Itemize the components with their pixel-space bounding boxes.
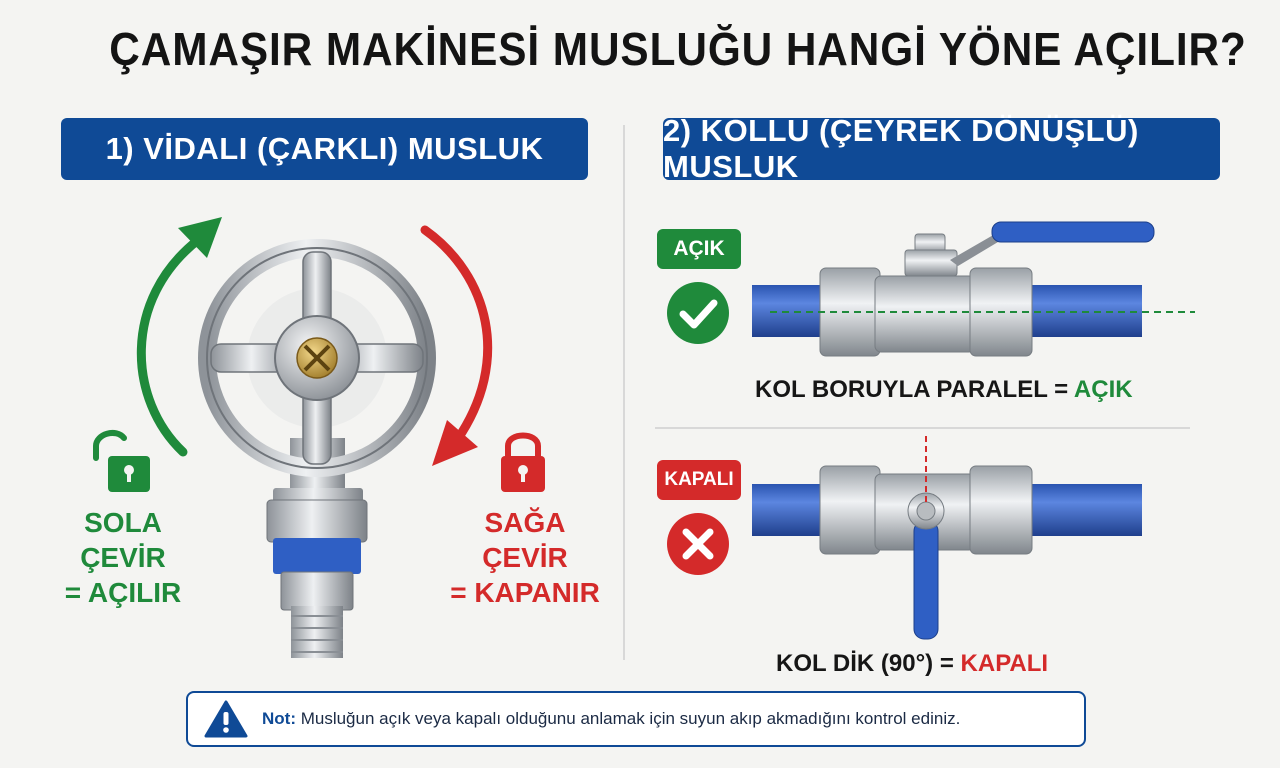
- open-tag: AÇIK: [657, 229, 741, 269]
- warning-icon: [204, 700, 248, 738]
- note-label: Not:: [262, 709, 296, 728]
- note-box: [186, 691, 1086, 747]
- note-body: Musluğun açık veya kapalı olduğunu anlamak için suyun akıp akmadığını kontrol ediniz.: [295, 709, 961, 728]
- close-line-2: ÇEVİR: [482, 542, 568, 573]
- open-ball-valve-illustration: [750, 220, 1200, 365]
- note-text: [262, 709, 960, 729]
- wheel-faucet-illustration: [195, 238, 440, 658]
- closed-tag: KAPALI: [657, 460, 741, 500]
- open-line-2: ÇEVİR: [80, 542, 166, 573]
- open-line-1: SOLA: [84, 507, 162, 538]
- check-circle-icon: [666, 281, 730, 345]
- closed-ball-valve-illustration: [750, 436, 1150, 646]
- open-caption: [755, 376, 1133, 404]
- closed-caption-value: KAPALI: [960, 650, 1049, 677]
- section-divider-horizontal: [655, 427, 1190, 429]
- banner-screw-valve-label: 1) VİDALI (ÇARKLI) MUSLUK: [105, 131, 544, 166]
- banner-screw-valve: [61, 118, 588, 180]
- unlock-icon: [88, 428, 152, 494]
- closed-caption: [776, 650, 1048, 678]
- close-line-1: SAĞA: [484, 507, 566, 538]
- open-caption-value: AÇIK: [1073, 376, 1133, 403]
- close-line-3: = KAPANIR: [450, 577, 600, 608]
- closed-caption-prefix: KOL DİK (90°) =: [776, 650, 961, 677]
- clockwise-arrow-icon: [0, 0, 1, 1]
- open-direction-label: [48, 505, 198, 610]
- lock-icon: [498, 428, 548, 494]
- close-direction-label: [440, 505, 610, 610]
- cross-circle-icon: [666, 512, 730, 576]
- page-title: ÇAMAŞIR MAKİNESİ MUSLUĞU HANGİ YÖNE AÇILIR?: [109, 23, 1247, 75]
- banner-lever-valve: [663, 113, 1220, 184]
- open-line-3: = AÇILIR: [64, 577, 182, 608]
- banner-lever-valve-label: 2) KOLLU (ÇEYREK DÖNÜŞLÜ) MUSLUK: [663, 113, 1139, 184]
- section-divider-vertical: [623, 125, 625, 660]
- open-caption-prefix: KOL BORUYLA PARALEL =: [755, 376, 1074, 403]
